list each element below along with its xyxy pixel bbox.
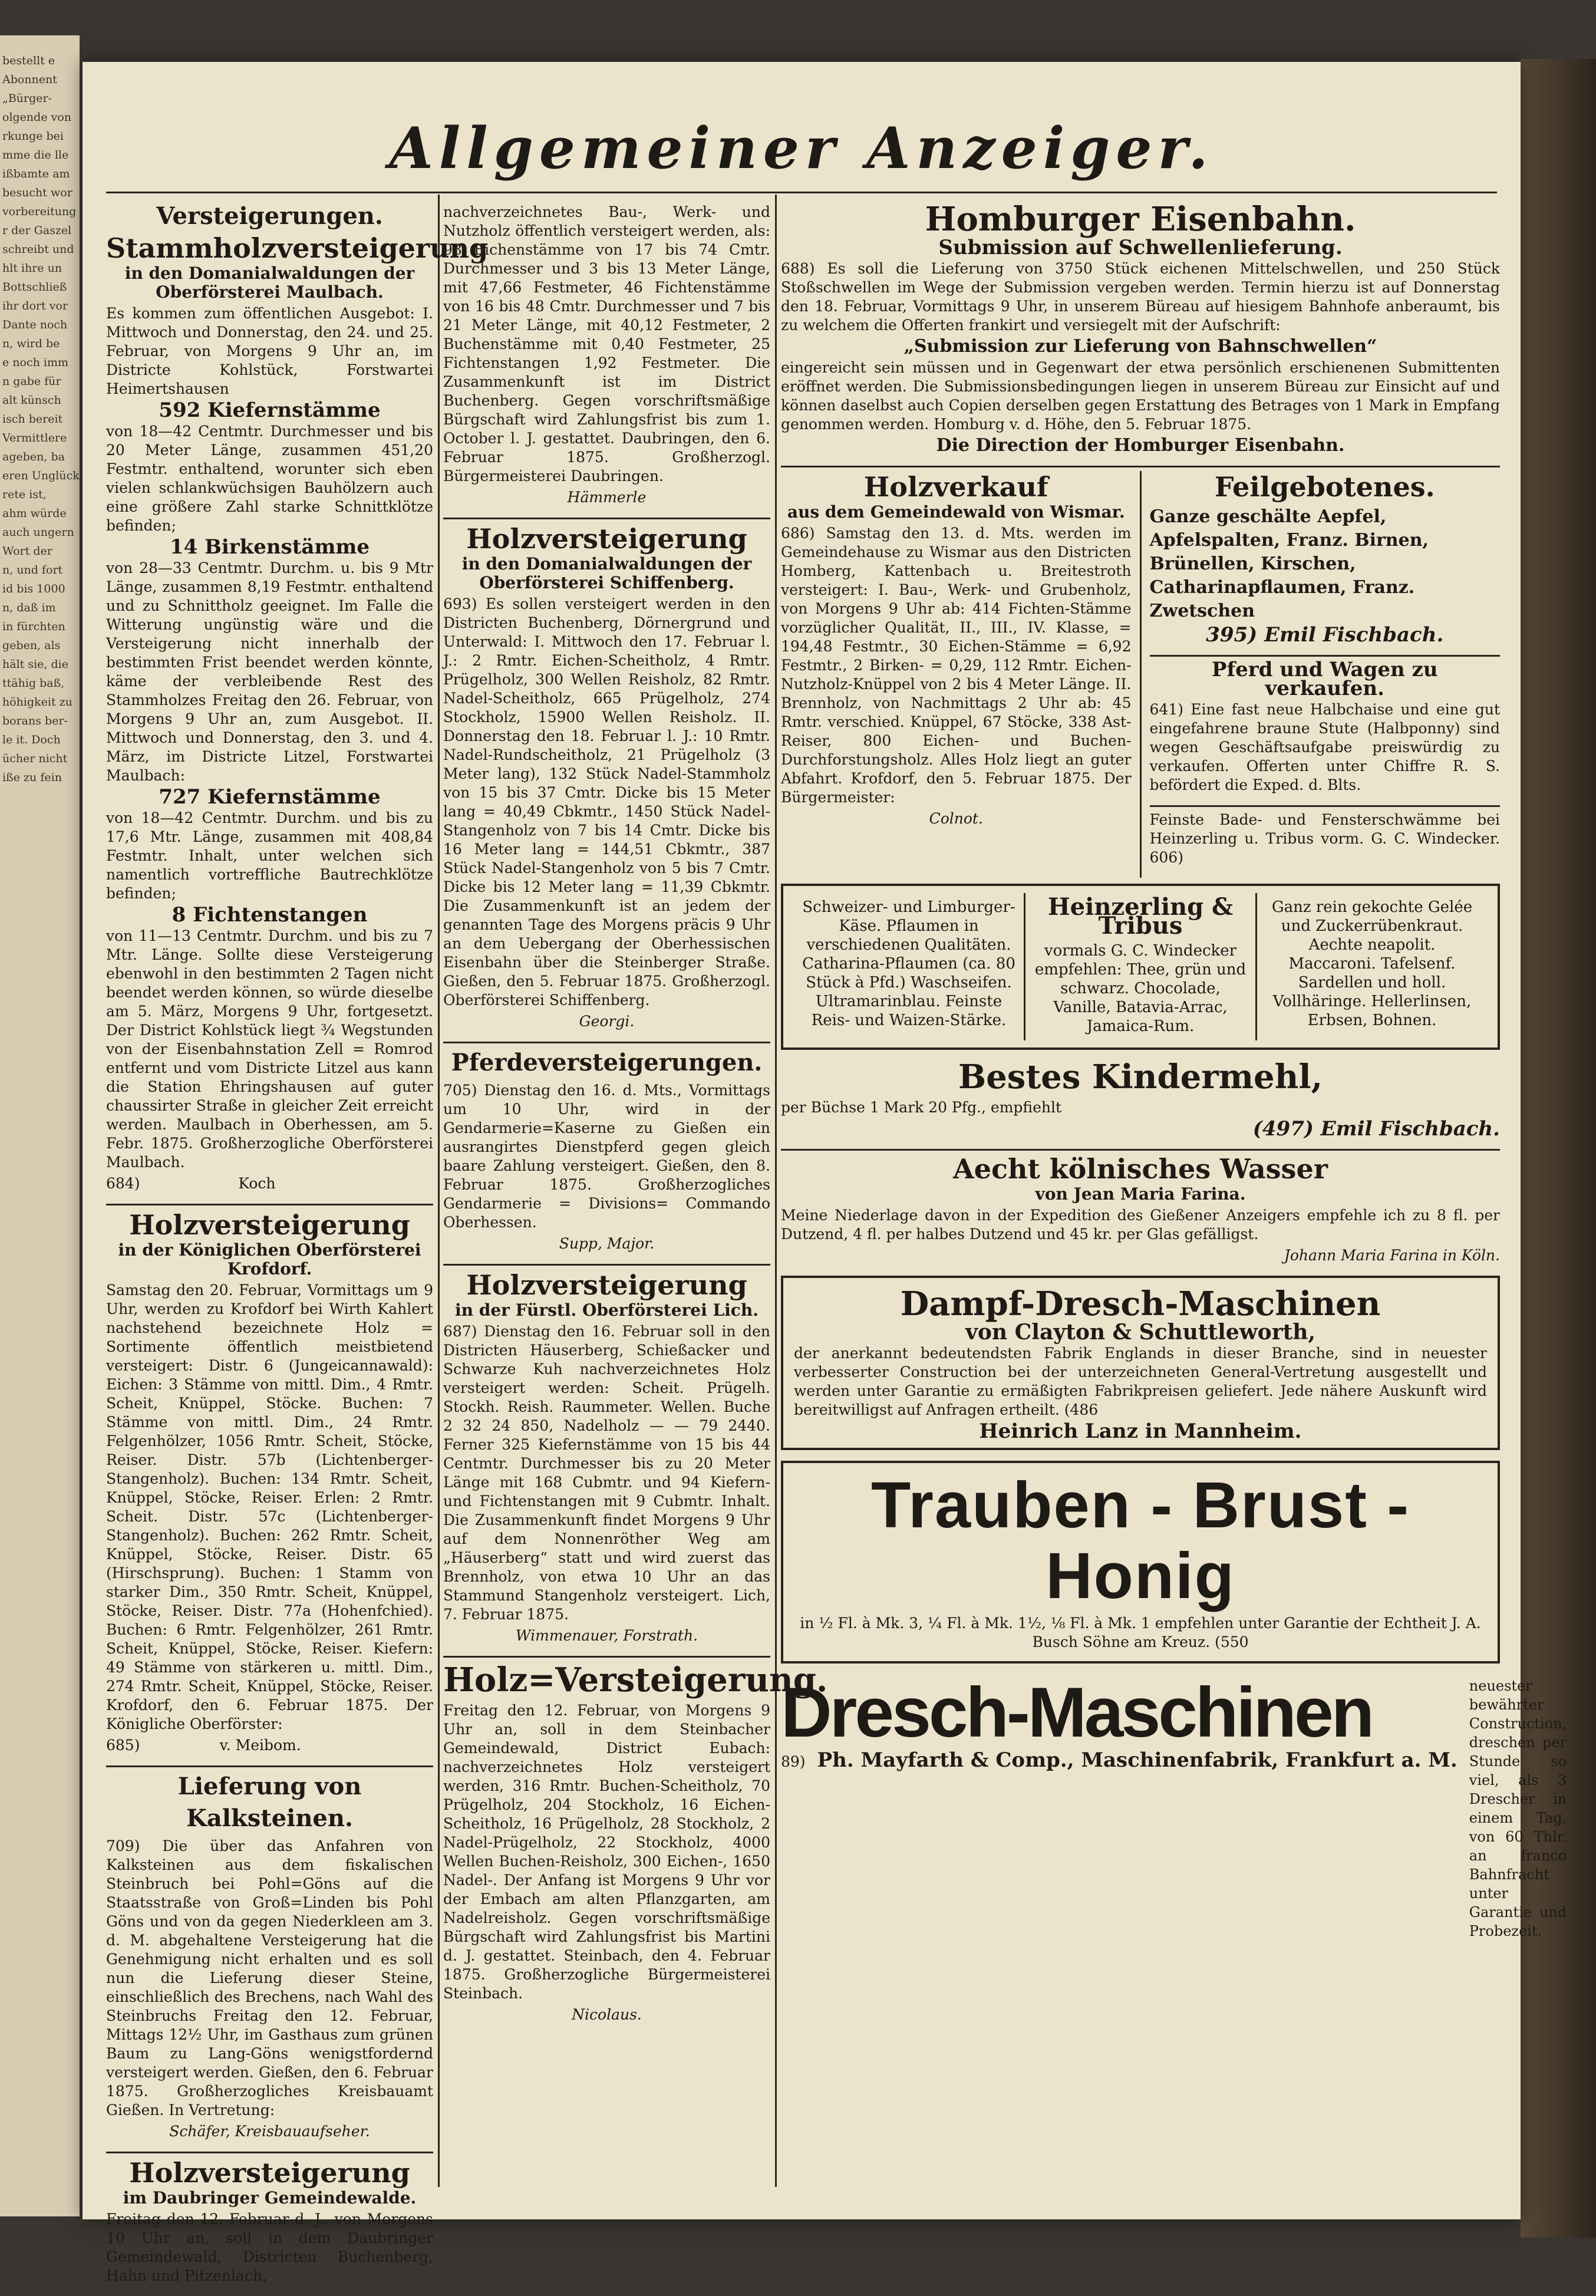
ad-subtitle: von Jean Maria Farina. [1035,1184,1246,1204]
ad-row [781,471,1500,878]
ad-subtitle: im Daubringer Gemeindewalde. [123,2188,417,2208]
ad-separator [1150,805,1501,807]
ad-title: Aecht kölnisches Wasser [953,1153,1328,1185]
left-page-text-fragment: auch ungern [2,526,74,539]
ad-text: Freitag den 12. Februar, von Morgens 9 Uhr an, soll in dem Steinbacher Gemeindewald, District Eubach: nachverzeichnetes Holz versteigert werden, 316 Rmtr. Buchen-Scheitholz, 70 Prügelholz, 204 Stockholz, 16 Eichen-Scheitholz, 16 Prügelholz, 28 Stockholz, 2 Nadel-Prügelholz, 22 Stockholz, 4000 Wellen Buchen-Reisholz, 300 Eichen-, 1650 Nadel-. Der Anfang ist Morgens 9 Uhr vor der Embach am alten Pflanzgarten, am Nadelreisholz. Gegen vorschriftsmäßige Bürgschaft wird Zahlungsfrist bis Martini d. J. gestattet. Steinbach, den 4. Februar 1875. Großherzogliche Bürgermeisterei Steinbach. [443,1702,770,2002]
ad-dampf-dresch [781,1276,1500,1450]
left-page-text-fragment: höhigkeit zu [2,696,72,709]
ad-separator [443,1656,770,1658]
ad-title: Holzverkauf [863,471,1048,503]
ad-title: Holzversteigerung [466,1269,747,1301]
ad-text: 687) Dienstag den 16. Februar soll in den Districten Häuserberg, Schießacker und Schwarze Kuh nachverzeichnetes Holz versteigert werden: Scheit. Prügelh. Stockh. Reish. Raummeter. Wellen. Buche 2 32 24 850, Nadelholz — — 79 2440. Ferner 325 Kiefernstämme von 15 bis 44 Centmtr. Durchmesser bis zu 20 Meter Länge mit 168 Cubmtr. und 94 Kiefern- und Fichtenstangen mit 9 Cubmtr. Inhalt. Die Zusammenkunft findet Morgens 9 Uhr auf dem Nonnenröther Weg am „Häuserberg“ statt und wird zuerst das Brennholz, von etwa 10 Uhr an das Stammund Stangenholz versteigert. Lich, 7. Februar 1875. [443,1323,770,1623]
left-page-text-fragment: n, und fort [2,564,63,577]
column-divider [775,195,777,2187]
ad-holzverkauf-wismar [781,471,1132,867]
ad-holz-daubringen [106,2157,433,2285]
left-page-text-fragment: e noch imm [2,356,68,369]
left-page-text-fragment: „Bürger- [2,92,52,105]
masthead-rule [106,192,1497,193]
ad-text: von 11—13 Centmtr. Durchm. und bis zu 7 Mtr. Länge. Sollte diese Versteigerung ebenwohl in den bestimmten 2 Tagen nicht beendet werden können, so würde dieselbe am 5. März, Morgens 9 Uhr, fortgesetzt. Der District Kohlstück liegt ¾ Wegstunden von der Eisenbahnstation Zell = Romrod entfernt und vom Districte Litzel aus kann die Station Ehringshausen auf guter chaussirter Straße in gleicher Zeit erreicht werden. Maulbach in Oberhessen, am 5. Febr. 1875. Großherzogliche Oberförsterei Maulbach. [106,927,433,1171]
ad-text: nachverzeichnetes Bau-, Werk- und Nutzholz öffentlich versteigert werden, als: 98 Eichenstämme von 17 bis 74 Cmtr. Durchmesser und 3 bis 13 Meter Länge, mit 47,66 Festmeter, 46 Fichtenstämme von 16 bis 48 Cmtr. Durchmesser und 7 bis 21 Meter Länge, mit 40,12 Festmeter, 2 Buchenstämme mit 0,40 Festmeter, 25 Fichtenstangen 1,92 Festmeter. Die Zusammenkunft ist im District Buchenberg. Gegen vorschriftsmäßige Bürgschaft wird Zahlungsfrist bis zum 1. October l. J. gestattet. Daubringen, den 6. Februar 1875. Großherzogl. Bürgermeisterei Daubringen. [443,203,770,485]
ad-highlight: „Submission zur Lieferung von Bahnschwellen“ [903,336,1377,357]
left-page-text-fragment: ißbamte am [2,167,70,180]
ad-subtitle: Submission auf Schwellenlieferung. [938,236,1343,259]
left-page-text-fragment: n gabe für [2,375,61,388]
left-page-text-fragment: olgende von [2,111,72,124]
column-divider [438,195,440,2187]
left-page-text-fragment: schreibt und [2,243,74,256]
ad-signature: Supp, Major. [559,1235,655,1252]
left-page-text-fragment: Abonnent [2,73,57,86]
ad-trauben-honig [781,1461,1500,1663]
ad-text: per Büchse 1 Mark 20 Pfg., empfiehlt [781,1099,1062,1116]
ad-separator [443,518,770,519]
left-page-text-fragment: Wort der [2,545,52,558]
ad-subtitle: von Clayton & Schuttleworth, [965,1320,1315,1345]
ad-kalksteine [106,1771,433,2141]
left-page-text-fragment: Vermittlere [2,431,67,444]
ad-title: Homburger Eisenbahn. [925,200,1356,239]
left-page-text-fragment: borans ber- [2,714,68,727]
left-page-text-fragment: geben, als [2,639,61,652]
ad-title: Dampf-Dresch-Maschinen [900,1284,1381,1323]
left-page-text-fragment: id bis 1000 [2,582,65,595]
ad-title: Holzversteigerung [466,523,747,555]
ad-text: von 18—42 Centmtr. Durchm. und bis zu 17,6 Mtr. Länge, zusammen mit 408,84 Festmtr. Inhalt, unter welchen sich namentlich vortreffliche Bautrechklötze befinden; [106,809,433,902]
ad-signature: Ph. Mayfarth & Comp., Maschinenfabrik, Frankfurt a. M. [817,1748,1457,1772]
ad-title: Holzversteigerung [129,1209,410,1241]
ad-highlight: 8 Fichtenstangen [172,903,368,927]
ad-pferde [443,1047,770,1253]
ad-homburger-eisenbahn [781,200,1500,455]
ad-text: 688) Es soll die Lieferung von 3750 Stück eichenen Mittelschwellen, und 250 Stück Stoßschwellen im Wege der Submission vergeben werden. Termin hierzu ist auf Donnerstag den 18. Februar, Vormittags 9 Uhr, in unserem Büreau auf hiesigem Bahnhofe anberaumt, bis zu welchem die Offerten frankirt und versiegelt mit der Aufschrift: [781,260,1500,334]
ad-right-stack [1140,471,1501,878]
left-page-text-fragment: hält sie, die [2,658,68,671]
ad-signature: 684) Koch [106,1175,276,1192]
left-page-text-fragment: ahm würde [2,507,67,520]
left-page-text-fragment: le it. Doch [2,733,61,746]
ad-signature: (497) Emil Fischbach. [1252,1117,1500,1141]
ad-signature: Heinrich Lanz in Mannheim. [979,1419,1302,1443]
ad-signature: Wimmenauer, Forstrath. [515,1627,698,1644]
left-page-text-fragment: n, daß im [2,601,56,614]
left-page-edge [0,35,80,2216]
ad-dresch-maschinen [781,1673,1567,1943]
ad-separator [781,1149,1500,1151]
ad-column: Ganz rein gekochte Gelée und Zuckerrübenkraut. Aechte neapolit. Maccaroni. Tafelsenf. Sardellen und holl. Vollhäringe. Hellerlinsen, Erbsen, Bohnen. [1255,893,1487,1040]
left-page-text-fragment: n, wird be [2,337,60,350]
ad-subtitle: in den Domanialwaldungen der Oberförsterei Maulbach. [124,263,415,302]
left-page-text-fragment: besucht wor [2,186,72,199]
ad-title: Pferdeversteigerungen. [451,1049,763,1076]
ad-signature: Georgi. [579,1013,635,1030]
ad-feilgebotenes [1149,471,1501,647]
ad-text: Freitag den 12. Februar d. J., von Morgens 10 Uhr an, soll in dem Daubringer Gemeindewald, Districten Buchenberg, Hahn und Pitzenlach, [106,2211,433,2284]
ad-column: Schweizer- und Limburger-Käse. Pflaumen in verschiedenen Qualitäten. Catharina-Pflaumen (ca. 80 Stück à Pfd.) Waschseifen. Ultramarinblau. Feinste Reis- und Waizen-Stärke. [802,898,1015,1029]
ad-highlight: 727 Kiefernstämme [159,785,381,809]
ad-separator [1150,655,1501,657]
ad-title: Pferd und Wagen zu verkaufen. [1211,658,1438,700]
ad-text: eingereicht sein müssen und in Gegenwart der etwa persönlich erschienenen Submittenten eröffnet werden. Die Submissionsbedingungen liegen in unserem Büreau zur Einsicht auf und können daselbst auch Copien derselben gegen Erstattung des Betrages von 1 Mark in Empfang genommen werden. Homburg v. d. Höhe, den 5. Februar 1875. [781,359,1500,433]
left-page-text-fragment: isch bereit [2,413,63,426]
left-page-text-fragment: r der Gaszel [2,224,72,237]
left-page-text-fragment: eren Unglück [2,469,80,482]
ad-text: Samstag den 20. Februar, Vormittags um 9 Uhr, werden zu Krofdorf bei Wirth Kahlert nachstehend bezeichnete Holz = Sortimente öffentlich meistbietend versteigert: Distr. 6 (Jungeicannawald): Eichen: 3 Stämme von mittl. Dim., 4 Rmtr. Scheit, Knüppel, Stöcke. Buchen: 7 Stämme von mittl. Dim., 24 Rmtr. Felgenhölzer, 1056 Rmtr. Scheit, Stöcke, Reiser. Distr. 57b (Lichtenberger-Stangenholz). Buchen: 134 Rmtr. Scheit, Knüppel, Stöcke, Reiser. Erlen: 2 Rmtr. Scheit. Distr. 57c (Lichtenberger-Stangenholz). Buchen: 262 Rmtr. Scheit, Knüppel, Stöcke, Reiser. Distr. 65 (Hirschsprung). Buchen: 1 Stamm von starker Dim., 350 Rmtr. Scheit, Knüppel, Stöcke, Reiser. Distr. 77a (Hohenfchied). Buchen: 6 Rmtr. Felgenhölzer, 261 Rmtr. Scheit, Knüppel, Stöcke, Reiser. Kiefern: 49 Stämme von stärkeren u. mittl. Dim., 274 Rmtr. Scheit, Knüppel, Stöcke, Reiser. Krofdorf, den 6. Februar 1875. Der Königliche Oberförster: [106,1282,433,1732]
ad-title: Holzversteigerung [129,2157,410,2189]
left-page-text-fragment: iße zu fein [2,771,62,784]
ad-separator [106,1204,433,1205]
ad-highlight: 592 Kiefernstämme [159,398,381,422]
left-page-text-fragment: ücher nicht [2,752,68,765]
ad-subtitle: aus dem Gemeindewald von Wismar. [787,502,1125,522]
ad-signature: Colnot. [929,810,983,827]
ad-text: in ½ Fl. à Mk. 3, ¼ Fl. à Mk. 1½, ⅛ Fl. à Mk. 1 empfehlen unter Garantie der Echtheit J. A. Busch Söhne am Kreuz. (550 [800,1615,1481,1651]
ad-title: Holz=Versteigerung. [443,1661,828,1699]
newspaper-page [83,62,1567,2284]
ad-separator [106,1765,433,1767]
left-page-text-fragment: rete ist, [2,488,47,501]
ad-title: Stammholzversteigerung [106,232,489,264]
ad-subtitle: in der Königlichen Oberförsterei Krofdorf. [118,1240,421,1279]
left-page-text-fragment: ihr dort vor [2,299,68,312]
ad-signature: 395) Emil Fischbach. [1206,623,1444,647]
ad-text: Feinste Bade- und Fensterschwämme bei Heinzerling u. Tribus vorm. G. C. Windecker. 606) [1149,811,1500,866]
left-page-text-fragment: in fürchten [2,620,65,633]
ad-text: von 28—33 Centmtr. Durchm. u. bis 9 Mtr Länge, zusammen 8,19 Festmtr. enthaltend und zu Schnittholz geeignet. Im Falle die Witterung ungünstig wäre und die Versteigerung nicht innerhalb der bestimmten Frist beendet werden könnte, käme der verbleibende Rest des Stammholzes Freitag den 26. Februar, von Morgens 9 Uhr an, zum Ausgebot. II. Mittwoch und Donnerstag, den 3. und 4. März, im Districte Litzel, Forstwartei Maulbach: [106,559,433,784]
column-3 [781,200,1567,1954]
ad-signature: Schäfer, Kreisbauaufseher. [169,2123,370,2140]
left-page-text-fragment: ageben, ba [2,450,65,463]
ad-koelnisch-wasser [781,1153,1500,1265]
ad-title: Heinzerling & Tribus [1047,893,1234,940]
ad-kindermehl [781,1058,1500,1141]
ad-text: 705) Dienstag den 16. d. Mts., Vormittags um 10 Uhr, wird in der Gendarmerie=Kaserne zu Gießen ein ausrangirtes Dienstpferd gegen gleich baare Zahlung versteigert. Gießen, den 8. Februar 1875. Großherzogliches Gendarmerie = Divisions= Commando Oberhessen. [443,1082,770,1231]
ad-highlight: 14 Birkenstämme [169,535,370,559]
ad-signature: Nicolaus. [572,2006,642,2023]
ad-stammholz [106,200,489,1193]
ad-holz-krofdorf [106,1209,433,1755]
ad-column [1024,893,1255,1040]
ad-heinzerling-tribus [781,884,1500,1050]
ad-signature: Die Direction der Homburger Eisenbahn. [936,435,1345,456]
ad-schwaemme [1150,811,1501,867]
ad-text: 686) Samstag den 13. d. Mts. werden im Gemeindehause zu Wismar aus den Districten Homberg, Kattenbach u. Breitestroth versteigert: I. Bau-, Werk- und Grubenholz, von Morgens 9 Uhr ab: 414 Fichten-Stämme vorzüglicher Qualität, II., III., IV. Klasse, = 194,48 Festmtr., 30 Eichen-Stämme = 6,92 Festmtr., 2 Birken- = 0,29, 112 Rmtr. Eichen-Nutzholz-Knüppel von 2 bis 4 Meter Länge. II. Brennholz, von Nachmittags 2 Uhr ab: 45 Rmtr. verschied. Knüppel, 67 Stöcke, 338 Ast-Reiser, 800 Eichen- und Buchen-Durchforstungsholz. Alles Holz liegt an guter Abfahrt. Krofdorf, den 5. Februar 1875. Der Bürgermeister: [781,525,1132,806]
left-page-text-fragment: ttähig baß, [2,677,65,690]
left-page-text-fragment: hlt ihre un [2,262,62,275]
ad-separator [781,466,1500,467]
left-page-text-fragment: Bottschließ [2,281,67,294]
ad-text: 709) Die über das Anfahren von Kalksteinen aus dem fiskalischen Steinbruch bei Pohl=Göns auf die Staatsstraße von Groß=Linden bis Pohl Göns und von da gegen Niederkleen am 3. d. M. abgehaltene Versteigerung hat die Genehmigung nicht erhalten und es soll nun die Lieferung dieser Steine, einschließlich des Brechens, nach Wahl des Steinbruchs Freitag den 12. Februar, Mittags 12½ Uhr, im Gasthaus zum grünen Baum zu Lang-Göns wenigstfordernd versteigert werden. Gießen, den 6. Februar 1875. Großherzogliches Kreisbauamt Gießen. In Vertretung: [106,1837,433,2119]
left-page-text-fragment: vorbereitung [2,205,77,218]
ad-signature: Johann Maria Farina in Köln. [1284,1247,1500,1264]
ad-text: Meine Niederlage davon in der Expedition des Gießener Anzeigers empfehle ich zu 8 fl. per Dutzend, 4 fl. per halbes Dutzend und 45 kr. per Glas gefälligst. [781,1207,1500,1243]
ad-holz-lich [443,1269,770,1645]
section-heading: Versteigerungen. [156,202,383,230]
ad-text: vormals G. C. Windecker empfehlen: Thee, grün und schwarz. Chocolade, Vanille, Batavia-Arrac, Jamaica-Rum. [1034,942,1247,1035]
ad-signature: Hämmerle [567,489,647,506]
left-page-text-fragment: mme die lle [2,149,69,162]
page-title: Allgemeiner Anzeiger. [389,115,1214,182]
left-page-text-fragment: bestellt e [2,54,55,67]
ad-pferd-wagen [1150,660,1501,795]
ad-title: Feilgebotenes. [1214,471,1435,503]
left-page-text-fragment: rkunge bei [2,130,64,143]
ad-subtitle: in der Fürstl. Oberförsterei Lich. [455,1300,759,1320]
ad-title: Bestes Kindermehl, [958,1058,1323,1096]
ad-text: Ganze geschälte Aepfel, Apfelspalten, Franz. Birnen, Brünellen, Kirschen, Catharinapflaumen, Franz. Zwetschen [1149,506,1429,621]
ad-text: der anerkannt bedeutendsten Fabrik Englands in dieser Branche, sind in neuester verbesserter Construction bei der unterzeichneten General-Vertretung ausgestellt und werden unter Garantie zu ermäßigten Fabrikpreisen geliefert. Jede nähere Auskunft wird bereitwilligst auf Anfragen ertheilt. (486 [794,1345,1487,1418]
ad-title: Trauben - Brust - Honig [870,1469,1410,1612]
ad-text: von 18—42 Centmtr. Durchmesser und bis 20 Meter Länge, zusammen 451,20 Festmtr. enthaltend, worunter sich eben vielen schlankwüchsigen Bauhölzern auch eine größere Zahl starke Schnittklötze befinden; [106,423,433,534]
ad-separator [106,2152,433,2153]
ad-title: Dresch-Maschinen [781,1673,1372,1752]
ad-holz-schiffenberg [443,523,770,1031]
ad-text: 641) Eine fast neue Halbchaise und eine gut eingefahrene braune Stute (Halbponny) sind wegen Geschäftsaufgabe preiswürdig zu verkaufen. Offerten unter Chiffre R. S. befördert die Exped. d. Blts. [1149,701,1500,793]
ad-number: 89) [781,1753,806,1770]
column-1 [106,200,489,2296]
ad-subtitle: in den Domanialwaldungen der Oberförsterei Schiffenberg. [461,554,752,592]
ad-text: neuester bewährter Construction, dreschen per Stunde so viel, als 3 Drescher in einem Tag, von 60 Thlr. an franco Bahnfracht unter Garantie und Probezeit. [1469,1678,1567,1939]
ad-text: 693) Es sollen versteigert werden in den Districten Buchenberg, Dörnergrund und Unterwald: I. Mittwoch den 17. Februar l. J.: 2 Rmtr. Eichen-Scheitholz, 4 Rmtr. Prügelholz, 300 Wellen Reisholz, 82 Rmtr. Nadel-Scheitholz, 665 Prügelholz, 274 Stockholz, 15900 Wellen Reisholz. II. Donnerstag den 18. Februar l. J.: 10 Rmtr. Nadel-Rundscheitholz, 21 Prügelholz (3 Meter lang), 132 Stück Nadel-Stammholz von 15 bis 37 Cmtr. Dicke bis 15 Meter lang = 40,49 Cbkmtr., 1450 Stück Nadel-Stangenholz von 7 bis 14 Cmtr. Dicke bis 16 Meter lang = 144,51 Cbkmtr., 387 Stück Nadel-Stangenholz von 5 bis 7 Cmtr. Dicke bis 12 Meter lang = 11,39 Cbkmtr. Die Zusammenkunft ist an jedem der genannten Tage des Morgens präcis 9 Uhr an dem Uebergang der Oberhessischen Eisenbahn über die Steinberger Straße. Gießen, den 5. Februar 1875. Großherzogl. Oberförsterei Schiffenberg. [443,595,770,1009]
left-page-text-fragment: Dante noch [2,318,68,331]
ad-holz-daubringen-cont [443,203,770,507]
ad-separator [443,1042,770,1043]
ad-separator [443,1264,770,1266]
ad-text: Es kommen zum öffentlichen Ausgebot: I. Mittwoch und Donnerstag, den 24. und 25. Februar, von Morgens 9 Uhr an, im Districte Kohlstück, Forstwartei Heimertshausen [106,305,433,397]
ad-signature: 685) v. Meibom. [106,1737,301,1754]
ad-title: Lieferung von Kalksteinen. [177,1773,362,1832]
left-page-text-fragment: alt künsch [2,394,61,407]
